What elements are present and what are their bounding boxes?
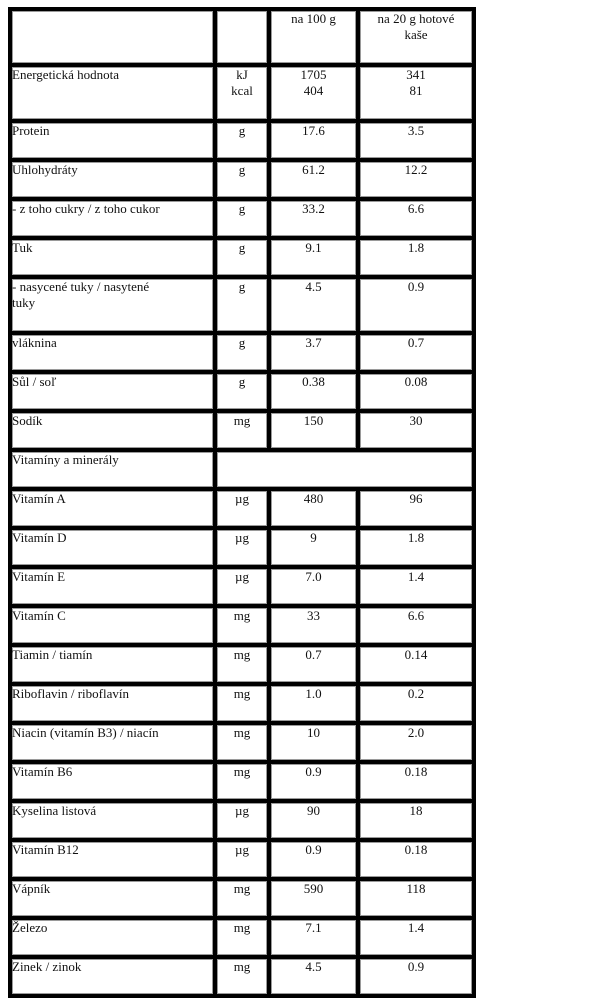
nutrition-table-container bbox=[8, 7, 476, 998]
nutrient-unit: mg bbox=[215, 957, 269, 996]
value-per100: 9.1 bbox=[269, 238, 358, 277]
nutrient-unit: g bbox=[215, 160, 269, 199]
value-per20: 0.18 bbox=[358, 840, 474, 879]
unit-kcal: kcal bbox=[231, 83, 253, 98]
nutrient-name: Vitamín D bbox=[10, 528, 215, 567]
value-per20: 0.14 bbox=[358, 645, 474, 684]
table-row bbox=[10, 762, 474, 801]
nutrient-unit: mg bbox=[215, 723, 269, 762]
nutrient-unit: µg bbox=[215, 840, 269, 879]
nutrient-name: - z toho cukry / z toho cukor bbox=[10, 199, 215, 238]
nutrient-name: Uhlohydráty bbox=[10, 160, 215, 199]
energy-per20-kcal: 81 bbox=[409, 83, 423, 98]
nutrient-unit: g bbox=[215, 199, 269, 238]
nutrient-unit: mg bbox=[215, 762, 269, 801]
header-per100-cell bbox=[269, 9, 358, 65]
header-unit-cell bbox=[215, 9, 269, 65]
nutrient-name: Kyselina listová bbox=[10, 801, 215, 840]
header-per20-label-line1: na 20 g hotové bbox=[377, 11, 455, 26]
nutrition-table bbox=[8, 7, 476, 998]
table-row bbox=[10, 121, 474, 160]
value-per100: 10 bbox=[269, 723, 358, 762]
value-per20: 1.4 bbox=[358, 918, 474, 957]
nutrient-name bbox=[10, 277, 215, 333]
nutrient-name: Niacin (vitamín B3) / niacín bbox=[10, 723, 215, 762]
table-row bbox=[10, 645, 474, 684]
value-per100 bbox=[269, 65, 358, 121]
value-per100: 590 bbox=[269, 879, 358, 918]
value-per20: 96 bbox=[358, 489, 474, 528]
table-row bbox=[10, 333, 474, 372]
table-row bbox=[10, 879, 474, 918]
nutrient-unit: µg bbox=[215, 489, 269, 528]
section-header-row bbox=[10, 450, 474, 489]
table-row bbox=[10, 160, 474, 199]
nutrient-name: Sůl / soľ bbox=[10, 372, 215, 411]
unit-kj: kJ bbox=[236, 67, 248, 82]
table-row bbox=[10, 801, 474, 840]
nutrient-unit: g bbox=[215, 121, 269, 160]
table-row bbox=[10, 372, 474, 411]
table-row-energy bbox=[10, 65, 474, 121]
value-per100: 33 bbox=[269, 606, 358, 645]
table-row bbox=[10, 840, 474, 879]
nutrient-name: Tuk bbox=[10, 238, 215, 277]
value-per20: 12.2 bbox=[358, 160, 474, 199]
value-per20: 6.6 bbox=[358, 606, 474, 645]
value-per20: 118 bbox=[358, 879, 474, 918]
nutrient-unit: mg bbox=[215, 684, 269, 723]
header-row bbox=[10, 9, 474, 65]
table-row bbox=[10, 723, 474, 762]
value-per100: 0.9 bbox=[269, 840, 358, 879]
value-per100: 7.1 bbox=[269, 918, 358, 957]
value-per100: 33.2 bbox=[269, 199, 358, 238]
nutrient-name: Železo bbox=[10, 918, 215, 957]
value-per100: 480 bbox=[269, 489, 358, 528]
value-per20: 0.9 bbox=[358, 957, 474, 996]
header-per20-label-line2: kaše bbox=[404, 27, 428, 42]
value-per20: 1.4 bbox=[358, 567, 474, 606]
value-per20: 30 bbox=[358, 411, 474, 450]
nutrient-unit: mg bbox=[215, 879, 269, 918]
value-per100: 17.6 bbox=[269, 121, 358, 160]
header-name-cell bbox=[10, 9, 215, 65]
nutrient-name: Vápník bbox=[10, 879, 215, 918]
nutrient-unit: mg bbox=[215, 645, 269, 684]
table-row bbox=[10, 957, 474, 996]
nutrient-name: Tiamin / tiamín bbox=[10, 645, 215, 684]
header-per20-cell bbox=[358, 9, 474, 65]
value-per20: 1.8 bbox=[358, 238, 474, 277]
value-per100: 3.7 bbox=[269, 333, 358, 372]
energy-per100-kj: 1705 bbox=[300, 67, 327, 82]
nutrient-unit: g bbox=[215, 372, 269, 411]
value-per20 bbox=[358, 65, 474, 121]
nutrient-name: Vitamín A bbox=[10, 489, 215, 528]
table-row bbox=[10, 567, 474, 606]
nutrient-name: Vitamín B6 bbox=[10, 762, 215, 801]
nutrient-name: Riboflavin / riboflavín bbox=[10, 684, 215, 723]
header-per100-label: na 100 g bbox=[291, 11, 336, 26]
value-per20: 6.6 bbox=[358, 199, 474, 238]
value-per100: 0.38 bbox=[269, 372, 358, 411]
value-per20: 0.2 bbox=[358, 684, 474, 723]
nutrient-name: Zinek / zinok bbox=[10, 957, 215, 996]
table-row bbox=[10, 238, 474, 277]
value-per20: 0.18 bbox=[358, 762, 474, 801]
value-per100: 90 bbox=[269, 801, 358, 840]
value-per20: 0.9 bbox=[358, 277, 474, 333]
energy-per100-kcal: 404 bbox=[303, 83, 324, 98]
nutrient-name: Vitamín E bbox=[10, 567, 215, 606]
value-per100: 4.5 bbox=[269, 277, 358, 333]
table-row bbox=[10, 489, 474, 528]
table-row bbox=[10, 606, 474, 645]
section-label: Vitamíny a minerály bbox=[10, 450, 215, 489]
nutrient-unit: mg bbox=[215, 411, 269, 450]
value-per100: 150 bbox=[269, 411, 358, 450]
value-per100: 9 bbox=[269, 528, 358, 567]
nutrient-unit: mg bbox=[215, 918, 269, 957]
nutrient-unit: mg bbox=[215, 606, 269, 645]
value-per20: 2.0 bbox=[358, 723, 474, 762]
energy-per20-kj: 341 bbox=[406, 67, 426, 82]
nutrient-name: Sodík bbox=[10, 411, 215, 450]
table-row bbox=[10, 199, 474, 238]
value-per20: 1.8 bbox=[358, 528, 474, 567]
nutrient-unit: g bbox=[215, 238, 269, 277]
table-row bbox=[10, 528, 474, 567]
value-per20: 18 bbox=[358, 801, 474, 840]
nutrient-unit: µg bbox=[215, 528, 269, 567]
table-row bbox=[10, 918, 474, 957]
value-per100: 1.0 bbox=[269, 684, 358, 723]
nutrient-unit bbox=[215, 65, 269, 121]
value-per100: 7.0 bbox=[269, 567, 358, 606]
nutrient-unit: µg bbox=[215, 801, 269, 840]
value-per20: 0.08 bbox=[358, 372, 474, 411]
nutrient-name-line2: tuky bbox=[12, 295, 36, 310]
nutrient-unit: µg bbox=[215, 567, 269, 606]
value-per20: 0.7 bbox=[358, 333, 474, 372]
nutrient-name: vláknina bbox=[10, 333, 215, 372]
table-row bbox=[10, 277, 474, 333]
value-per100: 0.9 bbox=[269, 762, 358, 801]
nutrient-unit: g bbox=[215, 333, 269, 372]
nutrient-name: Energetická hodnota bbox=[10, 65, 215, 121]
nutrient-name-line1: - nasycené tuky / nasytené bbox=[12, 279, 150, 294]
value-per20: 3.5 bbox=[358, 121, 474, 160]
nutrient-unit: g bbox=[215, 277, 269, 333]
nutrient-name: Vitamín C bbox=[10, 606, 215, 645]
value-per100: 0.7 bbox=[269, 645, 358, 684]
value-per100: 4.5 bbox=[269, 957, 358, 996]
table-row bbox=[10, 684, 474, 723]
nutrient-name: Protein bbox=[10, 121, 215, 160]
value-per100: 61.2 bbox=[269, 160, 358, 199]
nutrient-name: Vitamín B12 bbox=[10, 840, 215, 879]
section-empty-cell bbox=[215, 450, 474, 489]
table-row bbox=[10, 411, 474, 450]
